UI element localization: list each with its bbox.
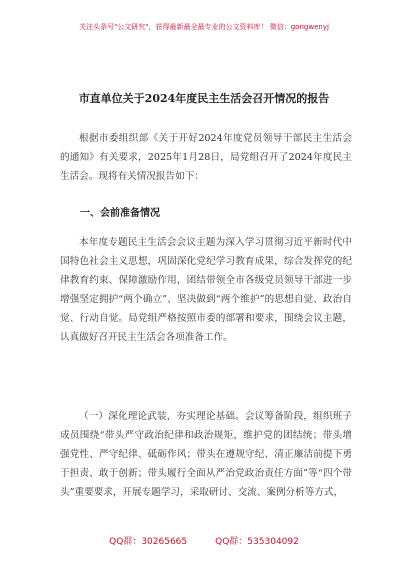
footer-qq-2: QQ群：535304092 bbox=[215, 537, 299, 547]
footer-qq-1: QQ群：30265665 bbox=[109, 537, 188, 547]
footer-contacts bbox=[0, 534, 408, 547]
body-paragraph-1: 本年度专题民主生活会会议主题为深入学习贯彻习近平新时代中国特色社会主义思想，巩固深化党纪学习教育成果，综合发挥党的纪律教育约束、保障激励作用，团结带领全市各级党员领导干部进一步增强坚定拥护“两个确立”、坚决做到“两个维护”的思想自觉、政治自觉、行动自觉。局党组严格按照市委的部署和要求，围绕会议主题，认真做好召开民主生活会各项准备工作。 bbox=[60, 237, 352, 343]
document-title: 市直单位关于2024年度民主生活会召开情况的报告 bbox=[78, 92, 330, 105]
header-banner: 关注头条号"公文研究"，获得最新最全最专业的公文资料库！ 微信：gongwenyj bbox=[79, 23, 329, 31]
section-heading: 一、会前准备情况 bbox=[80, 208, 160, 219]
intro-paragraph: 根据市委组织部《关于开好2024年度党员领导干部民主生活会的通知》有关要求，2025年1月28日，局党组召开了2024年度民主生活会。现将有关情况报告如下： bbox=[60, 133, 352, 182]
body-paragraph-2: （一）深化理论武装，夯实理论基础。会议筹备阶段，组织班子成员围绕“带头严守政治纪律和政治规矩，维护党的团结统；带头增强党性、严守纪律、砥砺作风；带头在遵规守纪、清正廉洁前提下勇于担责、敢于创新；带头履行全面从严治党政治责任方面”等“四个带头”重要要求，开展专题学习，采取研讨、交流、案例分析等方式， bbox=[60, 411, 352, 498]
